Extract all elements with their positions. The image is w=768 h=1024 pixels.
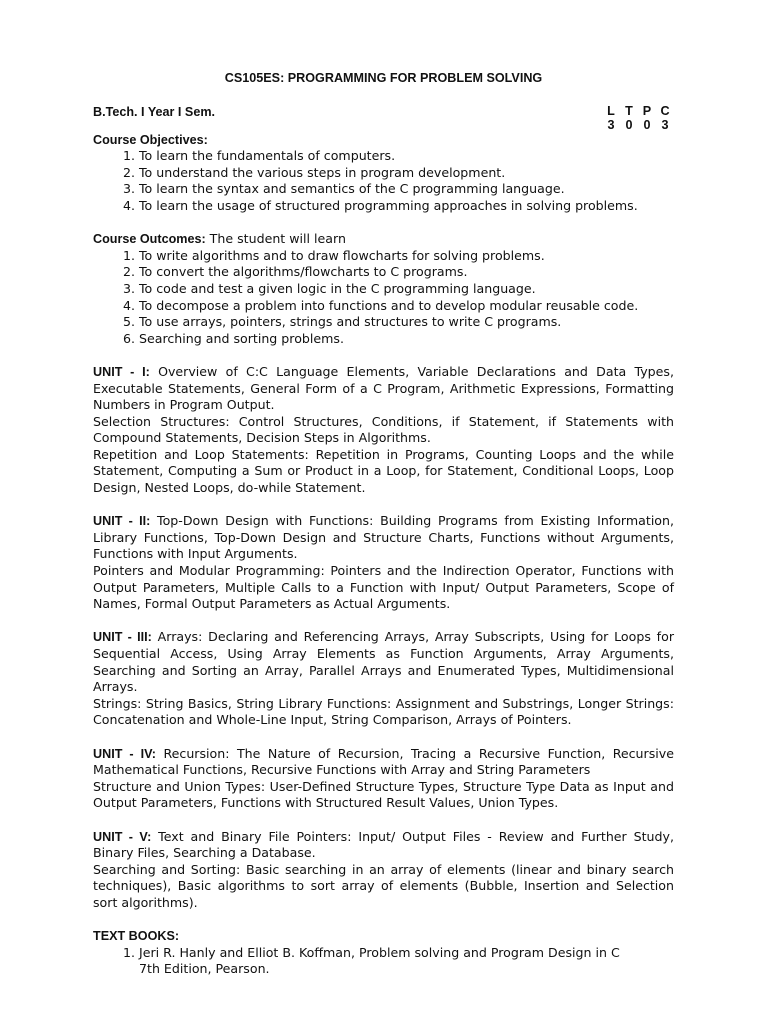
objectives-section xyxy=(93,132,674,215)
list-item: 6. Searching and sorting problems. xyxy=(139,331,674,348)
list-item: 3. To code and test a given logic in the C programming language. xyxy=(139,281,674,298)
ltpc-table xyxy=(602,104,674,132)
ltpc-label-c: C xyxy=(660,103,670,118)
ltpc-label-p: P xyxy=(642,103,652,118)
unit-2 xyxy=(93,513,674,613)
list-item: 1. Jeri R. Hanly and Elliot B. Koffman, Problem solving and Program Design in C 7th Edition, Pearson. xyxy=(139,945,674,978)
textbooks-section xyxy=(93,928,674,978)
ltpc-label-t: T xyxy=(625,103,633,118)
unit-paragraph: UNIT - II: Top-Down Design with Functions: Building Programs from Existing Information, Library Functions, Top-Down Design and Structure Charts, Functions without Arguments, Functions with Input Arguments. xyxy=(93,513,675,562)
unit-label: UNIT - II: xyxy=(93,514,151,529)
unit-label: UNIT - V: xyxy=(93,829,152,844)
unit-paragraph: UNIT - III: Arrays: Declaring and Referencing Arrays, Array Subscripts, Using for Loops for Sequential Access, Using Array Elements as Function Arguments, Array Arguments, Searching and Sorting an Array, Parallel Arrays and Enumerated Types, Multidimensional Arrays. xyxy=(93,629,675,695)
unit-4 xyxy=(93,746,674,812)
list-item: 1. To write algorithms and to draw flowcharts for solving problems. xyxy=(139,248,674,265)
textbooks-list xyxy=(93,945,674,978)
unit-1 xyxy=(93,364,674,497)
list-item: 4. To learn the usage of structured programming approaches in solving problems. xyxy=(139,198,674,215)
list-item: 1. To learn the fundamentals of computers. xyxy=(139,148,674,165)
syllabus-page xyxy=(93,70,674,978)
unit-5 xyxy=(93,829,674,912)
unit-paragraph: Repetition and Loop Statements: Repetition in Programs, Counting Loops and the while Statement, Computing a Sum or Product in a Loop, for Statement, Conditional Loops, Loop Design, Nested Loops, do-while Statement. xyxy=(93,446,674,496)
list-item: 2. To convert the algorithms/flowcharts to C programs. xyxy=(139,264,674,281)
unit-label: UNIT - III: xyxy=(93,630,152,645)
unit-label: UNIT - IV: xyxy=(93,746,156,761)
list-item: 2. To understand the various steps in program development. xyxy=(139,165,674,182)
objectives-list xyxy=(93,148,674,214)
list-item: 5. To use arrays, pointers, strings and structures to write C programs. xyxy=(139,314,674,331)
outcomes-lead: The student will learn xyxy=(205,231,346,247)
unit-paragraph: Searching and Sorting: Basic searching in an array of elements (linear and binary search techniques), Basic algorithms to sort array of elements (Bubble, Insertion and Selection sort algorithms). xyxy=(93,861,674,910)
unit-paragraph: UNIT - I: Overview of C:C Language Elements, Variable Declarations and Data Types, Executable Statements, General Form of a C Program, Arithmetic Expressions, Formatting Numbers in Program Output. xyxy=(93,363,674,413)
outcomes-section xyxy=(93,231,674,347)
list-item: 3. To learn the syntax and semantics of the C programming language. xyxy=(139,181,674,198)
ltpc-value-t: 0 xyxy=(625,117,633,132)
unit-paragraph: Structure and Union Types: User-Defined Structure Types, Structure Type Data as Input and Output Parameters, Functions with Structured Result Values, Union Types. xyxy=(93,778,674,811)
unit-paragraph: Strings: String Basics, String Library Functions: Assignment and Substrings, Longer Strings: Concatenation and Whole-Line Input, String Comparison, Arrays of Pointers. xyxy=(93,695,674,728)
year-semester: B.Tech. I Year I Sem. xyxy=(93,104,216,119)
objectives-heading: Course Objectives: xyxy=(93,132,208,147)
unit-paragraph: Pointers and Modular Programming: Pointers and the Indirection Operator, Functions with Output Parameters, Multiple Calls to a Function with Input/ Output Parameters, Scope of Names, Formal Output Parameters as Actual Arguments. xyxy=(93,563,674,612)
unit-paragraph: Selection Structures: Control Structures, Conditions, if Statement, if Statements with Compound Statements, Decision Steps in Algorithms. xyxy=(93,413,674,446)
ltpc-value-c: 3 xyxy=(661,117,669,132)
year-row xyxy=(93,104,674,132)
ltpc-value-p: 0 xyxy=(643,117,651,132)
textbooks-heading: TEXT BOOKS: xyxy=(93,929,180,944)
unit-paragraph: UNIT - V: Text and Binary File Pointers: Input/ Output Files - Review and Further Study, Binary Files, Searching a Database. xyxy=(93,828,674,861)
list-item: 4. To decompose a problem into functions and to develop modular reusable code. xyxy=(139,298,674,315)
unit-paragraph: UNIT - IV: Recursion: The Nature of Recursion, Tracing a Recursive Function, Recursive Mathematical Functions, Recursive Functions with Array and String Parameters xyxy=(93,745,674,778)
unit-label: UNIT - I: xyxy=(93,364,150,379)
unit-3 xyxy=(93,629,674,729)
outcomes-header xyxy=(93,231,674,248)
course-title: CS105ES: PROGRAMMING FOR PROBLEM SOLVING xyxy=(224,71,543,85)
outcomes-heading: Course Outcomes: xyxy=(93,232,206,247)
ltpc-value-l: 3 xyxy=(607,117,615,132)
ltpc-label-l: L xyxy=(607,103,615,118)
outcomes-list xyxy=(93,248,674,348)
